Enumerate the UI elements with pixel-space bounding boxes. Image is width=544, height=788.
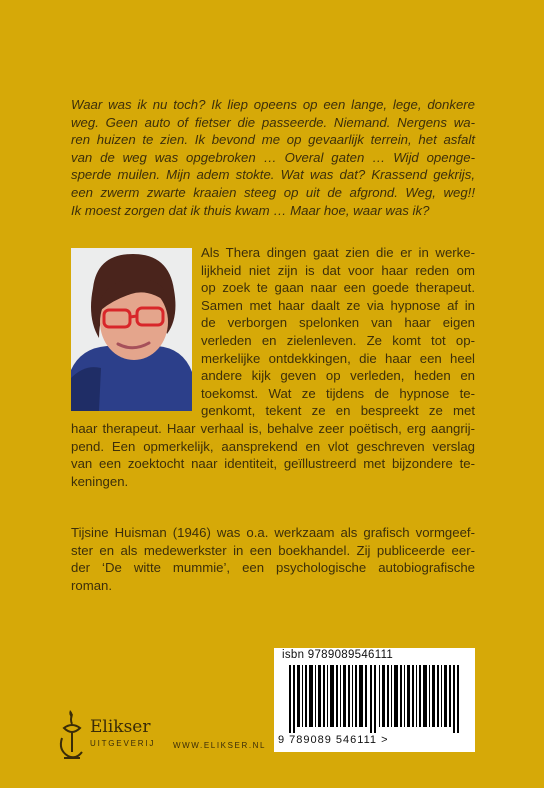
synopsis-line: op zoek te gaan naar een goede therapeut. bbox=[201, 280, 475, 296]
synopsis-line: haar therapeut. Haar verhaal is, behalve zeer poëtisch, erg aangrij- bbox=[71, 421, 475, 436]
synopsis-line: andere kijk geven op verleden, heden en bbox=[201, 368, 475, 384]
synopsis-line: Als Thera dingen gaat zien die er in werke- bbox=[201, 245, 475, 260]
synopsis-continued bbox=[71, 420, 475, 490]
publisher-subtitle: UITGEVERIJ bbox=[90, 739, 156, 748]
barcode-digits: 9 789089 546111 > bbox=[278, 734, 389, 746]
synopsis-line: lijkheid niet zijn is dat voor haar reden om bbox=[201, 262, 475, 278]
intro-line: Ik moest zorgen dat ik thuis kwam … Maar hoe, waar was ik? bbox=[71, 202, 430, 218]
intro-line: ren huizen te zien. Ik bevond me op gevaarlijk terrein, het asfalt bbox=[71, 132, 475, 148]
synopsis-line: keningen. bbox=[71, 473, 129, 489]
author-portrait-illustration bbox=[71, 248, 192, 411]
author-bio-line: roman. bbox=[71, 577, 113, 593]
isbn-label: isbn 9789089546111 bbox=[282, 649, 394, 661]
author-bio bbox=[71, 524, 475, 594]
synopsis-line: genkomt, tekent ze en bespreekt ze met bbox=[201, 403, 475, 419]
barcode-icon bbox=[281, 665, 468, 733]
synopsis-line: Samen met haar daalt ze via hypnose af in bbox=[201, 297, 475, 313]
publisher-website: WWW.ELIKSER.NL bbox=[173, 741, 267, 750]
synopsis-line: van een zoektocht naar identiteit, geïllustreerd met bijzondere te- bbox=[71, 456, 475, 472]
isbn-barcode-block bbox=[274, 648, 475, 752]
intro-line: weg. Geen auto of fietser die passeerde. Niemand. Nergens wa- bbox=[71, 114, 475, 130]
publisher-name: Elikser bbox=[90, 717, 151, 737]
author-bio-line: ster en als medewerkster in een boekhandel. Zij publiceerde eer- bbox=[71, 542, 475, 558]
synopsis-beside-photo bbox=[201, 244, 475, 420]
synopsis-line: pend. Een opmerkelijk, aansprekend en vlot geschreven verslag bbox=[71, 438, 475, 454]
intro-line: sperde muilen. Mijn adem stokte. Wat was dat? Krassend gekrijs, bbox=[71, 167, 475, 183]
intro-line: Waar was ik nu toch? Ik liep opeens op een lange, lege, donkere bbox=[71, 97, 475, 112]
synopsis-line: de verborgen spelonken van haar eigen bbox=[201, 315, 475, 331]
author-bio-line: Tijsine Huisman (1946) was o.a. werkzaam als grafisch vormgeef- bbox=[71, 525, 475, 540]
author-bio-line: der ‘De witte mummie’, een psychologische autobiografische bbox=[71, 560, 475, 576]
synopsis-line: verleden en zielenleven. Ze komt tot op- bbox=[201, 332, 475, 348]
synopsis-line: toekomst. Wat ze tijdens de hypnose te- bbox=[201, 385, 475, 401]
author-photo bbox=[71, 248, 192, 411]
intro-excerpt bbox=[71, 96, 475, 219]
intro-line: een zwerm zwarte kraaien steeg op uit de afgrond. Weg, weg!! bbox=[71, 184, 475, 200]
intro-line: van de weg was opgebroken … Overal gaten … Wijd openge- bbox=[71, 149, 475, 165]
synopsis-line: merkelijke ontdekkingen, die haar een heel bbox=[201, 350, 475, 366]
